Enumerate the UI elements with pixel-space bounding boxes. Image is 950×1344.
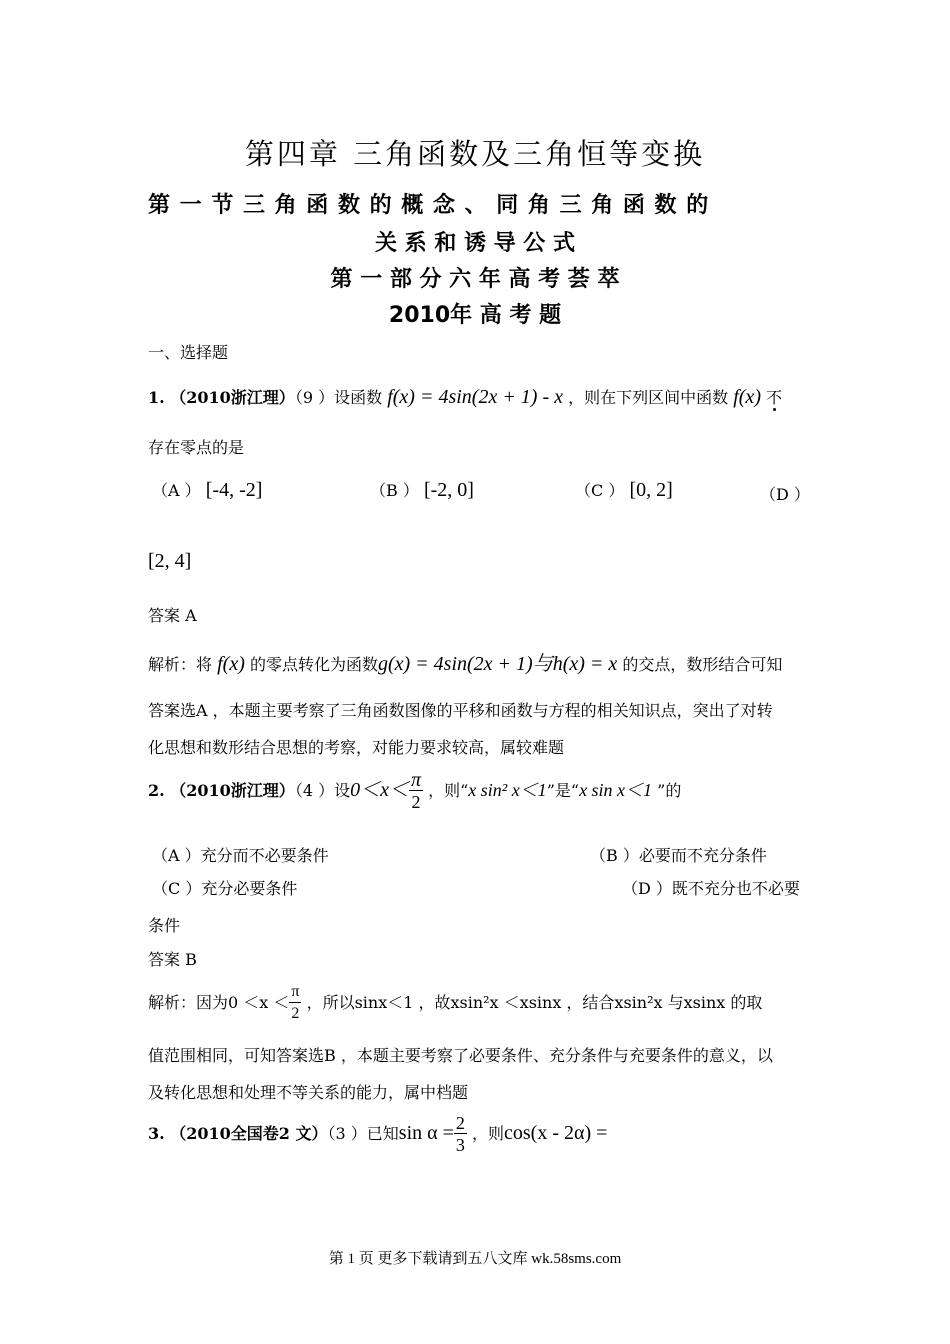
option-b-value: [-2, 0] xyxy=(423,479,474,501)
question-2-mid2: ”是“ xyxy=(546,781,580,800)
question-3-stem xyxy=(148,1113,607,1156)
question-2-fraction xyxy=(409,770,423,813)
option-b-label: （B ） xyxy=(370,481,419,500)
question-2-cond: 0＜x＜ xyxy=(350,779,409,801)
question-1-stem xyxy=(148,385,782,409)
option-c-value: [0, 2] xyxy=(629,479,673,501)
question-3-cos: cos(x - 2α) = xyxy=(504,1122,608,1144)
question-1-not: 不 xyxy=(766,388,783,407)
question-1-option-a xyxy=(152,478,262,502)
question-1-source: 1. （2010浙江理） xyxy=(148,388,295,407)
section-label: 一、选择题 xyxy=(148,343,229,362)
analysis-mid: 的零点转化为函数 xyxy=(249,655,378,674)
question-1-option-d-label: （D ） xyxy=(760,485,810,504)
question-1-analysis-line2: 答案选A ，本题主要考察了三角函数图像的平移和函数与方程的相关知识点，突出了对转 xyxy=(148,701,773,720)
question-2-formula2: x sin x＜1 xyxy=(579,780,653,800)
part-title: 第 一 部 分 六 年 高 考 荟 萃 xyxy=(330,267,620,292)
analysis-fraction xyxy=(289,982,301,1025)
option-a-value: [-4, -2] xyxy=(205,479,263,501)
question-2-answer: 答案 B xyxy=(148,950,197,969)
question-1-analysis-line3: 化思想和数形结合思想的考察，对能力要求较高，属较难题 xyxy=(148,738,565,757)
page-footer: 第 1 页 更多下载请到五八文库 wk.58sms.com xyxy=(328,1251,622,1267)
question-1-number: （9 ）设函数 xyxy=(294,388,383,407)
fraction-denominator: 2 xyxy=(291,1005,300,1022)
question-1-analysis xyxy=(148,647,782,676)
question-2-analysis xyxy=(148,982,762,1025)
question-2-formula1: x sin² x＜1 xyxy=(468,780,547,800)
question-2-end: ”的 xyxy=(657,781,682,800)
analysis-formula: g(x) = 4sin(2x + 1)与h(x) = x xyxy=(377,653,618,675)
fraction-numerator: π xyxy=(289,982,301,1003)
analysis-prefix: 解析：将 xyxy=(148,655,213,674)
fraction-denominator: 2 xyxy=(411,792,421,812)
question-2-option-b: （B ）必要而不充分条件 xyxy=(590,846,767,865)
question-1-fx: f(x) xyxy=(733,386,761,408)
year-title: 2010年 高 考 题 xyxy=(388,303,562,328)
option-a-label: （A ） xyxy=(152,481,201,500)
question-3-number: （3 ）已知 xyxy=(327,1124,399,1143)
fraction-denominator: 3 xyxy=(455,1135,465,1155)
analysis-end: 的交点，数形结合可知 xyxy=(622,655,783,674)
analysis-fx: f(x) xyxy=(217,653,245,675)
question-3-mid: ，则 xyxy=(472,1124,505,1143)
question-1-answer: 答案 A xyxy=(148,606,197,625)
question-1-option-d-value: [2, 4] xyxy=(148,550,192,572)
option-c-label: （C ） xyxy=(575,481,625,500)
fraction-numerator: π xyxy=(410,769,422,791)
question-1-mid: ，则在下列区间中函数 xyxy=(568,388,729,407)
question-2-stem xyxy=(148,770,681,813)
question-2-analysis-line2: 值范围相同，可知答案选B ，本题主要考察了必要条件、充分条件与充要条件的意义，以 xyxy=(148,1046,773,1065)
question-1-option-b xyxy=(370,478,474,502)
question-2-option-d-cont: 条件 xyxy=(148,916,181,935)
question-2-option-c: （C ）充分必要条件 xyxy=(152,879,298,898)
question-3-sin: sin α = xyxy=(398,1122,454,1144)
fraction-numerator: 2 xyxy=(455,1113,465,1133)
question-2-option-a: （A ）充分而不必要条件 xyxy=(152,846,329,865)
question-2-option-d: （D ）既不充分也不必要 xyxy=(622,879,800,898)
question-1-option-c xyxy=(575,478,673,502)
question-3-source: 3. （2010全国卷2 文） xyxy=(148,1124,328,1143)
chapter-title: 第四章 三角函数及三角恒等变换 xyxy=(244,137,706,171)
analysis-prefix: 解析：因为0 ＜x ＜ xyxy=(148,993,290,1012)
question-1-formula: f(x) = 4sin(2x + 1) - x xyxy=(387,386,564,408)
question-3-fraction xyxy=(454,1113,467,1156)
question-2-analysis-line3: 及转化思想和处理不等关系的能力，属中档题 xyxy=(148,1083,469,1102)
section-title-line2: 关 系 和 诱 导 公 式 xyxy=(375,231,575,256)
analysis-mid: ，所以sinx＜1 ，故xsin²x ＜xsinx ，结合xsin²x 与xsinx 的取 xyxy=(306,993,763,1012)
question-2-mid1: ，则“ xyxy=(428,781,469,800)
question-1-stem-cont: 存在零点的是 xyxy=(148,438,245,457)
section-title-line1: 第 一 节 三 角 函 数 的 概 念 、 同 角 三 角 函 数 的 xyxy=(148,193,710,218)
question-2-source: 2. （2010浙江理） xyxy=(148,781,295,800)
question-2-number: （4 ）设 xyxy=(294,781,351,800)
